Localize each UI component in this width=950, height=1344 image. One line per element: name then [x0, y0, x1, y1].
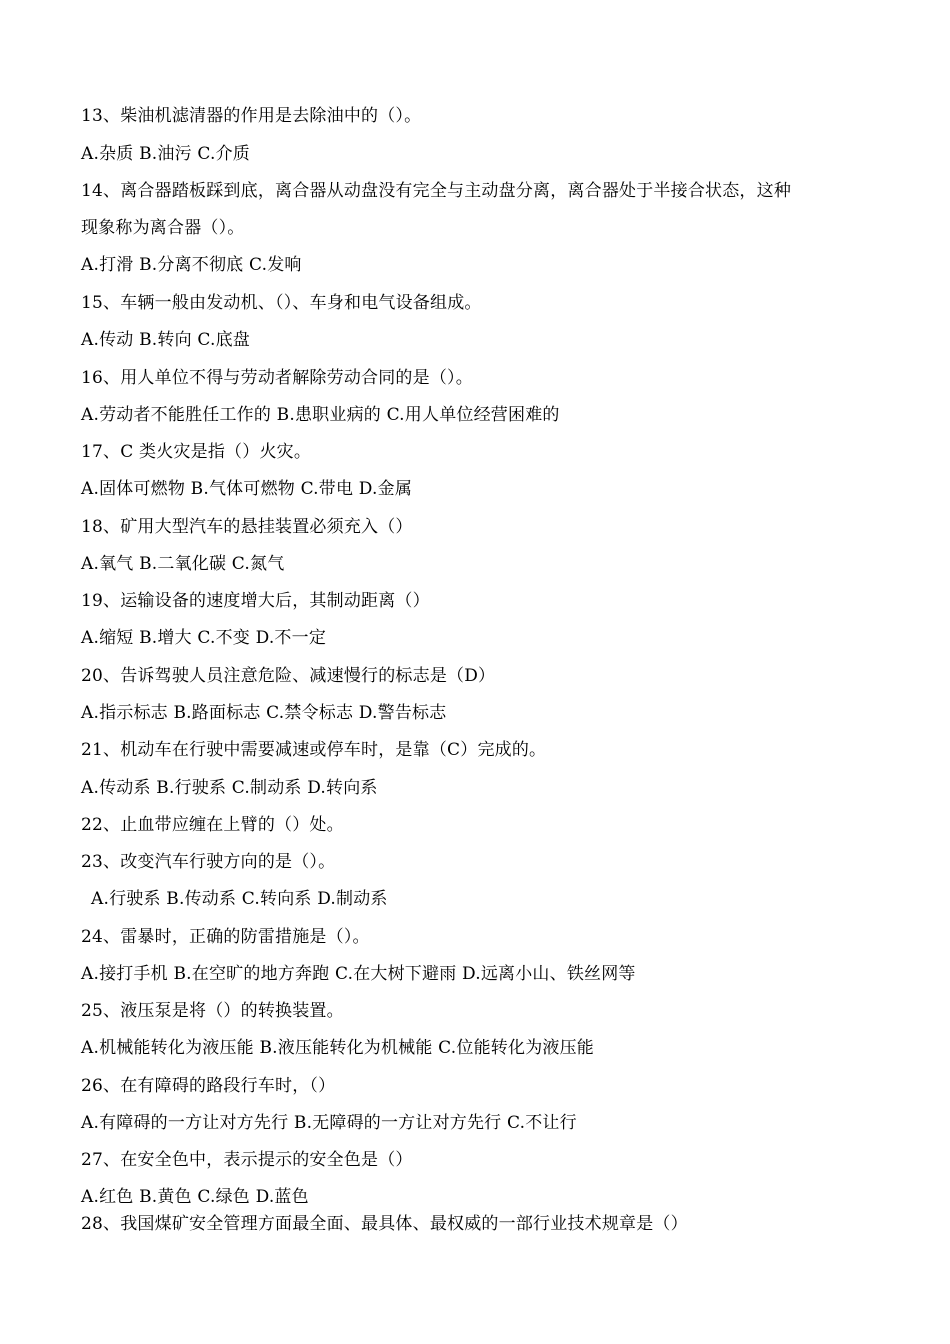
question-26: 26、在有障碍的路段行车时，（）	[81, 1076, 336, 1096]
options-16: A.劳动者不能胜任工作的 B.患职业病的 C.用人单位经营困难的	[81, 405, 560, 425]
question-14-continued: 现象称为离合器（）。	[81, 218, 245, 238]
options-19: A.缩短 B.增大 C.不变 D.不一定	[81, 628, 327, 648]
question-22: 22、止血带应缠在上臂的（）处。	[81, 815, 344, 835]
question-15: 15、车辆一般由发动机、（）、车身和电气设备组成。	[81, 293, 482, 313]
question-17: 17、C 类火灾是指（）火灾。	[81, 442, 312, 462]
options-14: A.打滑 B.分离不彻底 C.发响	[81, 255, 302, 275]
question-24: 24、雷暴时，正确的防雷措施是（）。	[81, 927, 370, 947]
options-18: A.氧气 B.二氧化碳 C.氮气	[81, 554, 285, 574]
question-25: 25、液压泵是将（）的转换装置。	[81, 1001, 344, 1021]
question-23: 23、改变汽车行驶方向的是（）。	[81, 852, 336, 872]
question-13: 13、柴油机滤清器的作用是去除油中的（）。	[81, 106, 422, 126]
options-17: A.固体可燃物 B.气体可燃物 C.带电 D.金属	[81, 479, 413, 499]
question-14: 14、离合器踏板踩到底，离合器从动盘没有完全与主动盘分离，离合器处于半接合状态，这种	[81, 181, 792, 201]
options-25: A.机械能转化为液压能 B.液压能转化为机械能 C.位能转化为液压能	[81, 1038, 594, 1058]
question-20: 20、告诉驾驶人员注意危险、减速慢行的标志是（D）	[81, 666, 496, 686]
options-13: A.杂质 B.油污 C.介质	[81, 144, 250, 164]
options-27: A.红色 B.黄色 C.绿色 D.蓝色	[81, 1187, 309, 1207]
options-15: A.传动 B.转向 C.底盘	[81, 330, 250, 350]
options-23: A.行驶系 B.传动系 C.转向系 D.制动系	[91, 889, 388, 909]
question-18: 18、矿用大型汽车的悬挂装置必须充入（）	[81, 517, 413, 537]
question-19: 19、运输设备的速度增大后，其制动距离（）	[81, 591, 430, 611]
question-16: 16、用人单位不得与劳动者解除劳动合同的是（）。	[81, 368, 473, 388]
question-27: 27、在安全色中，表示提示的安全色是（）	[81, 1150, 413, 1170]
options-26: A.有障碍的一方让对方先行 B.无障碍的一方让对方先行 C.不让行	[81, 1113, 577, 1133]
options-21: A.传动系 B.行驶系 C.制动系 D.转向系	[81, 778, 378, 798]
options-24: A.接打手机 B.在空旷的地方奔跑 C.在大树下避雨 D.远离小山、铁丝网等	[81, 964, 636, 984]
question-28: 28、我国煤矿安全管理方面最全面、最具体、最权威的一部行业技术规章是（）	[81, 1214, 688, 1234]
question-21: 21、机动车在行驶中需要减速或停车时，是靠（C）完成的。	[81, 740, 547, 760]
options-20: A.指示标志 B.路面标志 C.禁令标志 D.警告标志	[81, 703, 447, 723]
